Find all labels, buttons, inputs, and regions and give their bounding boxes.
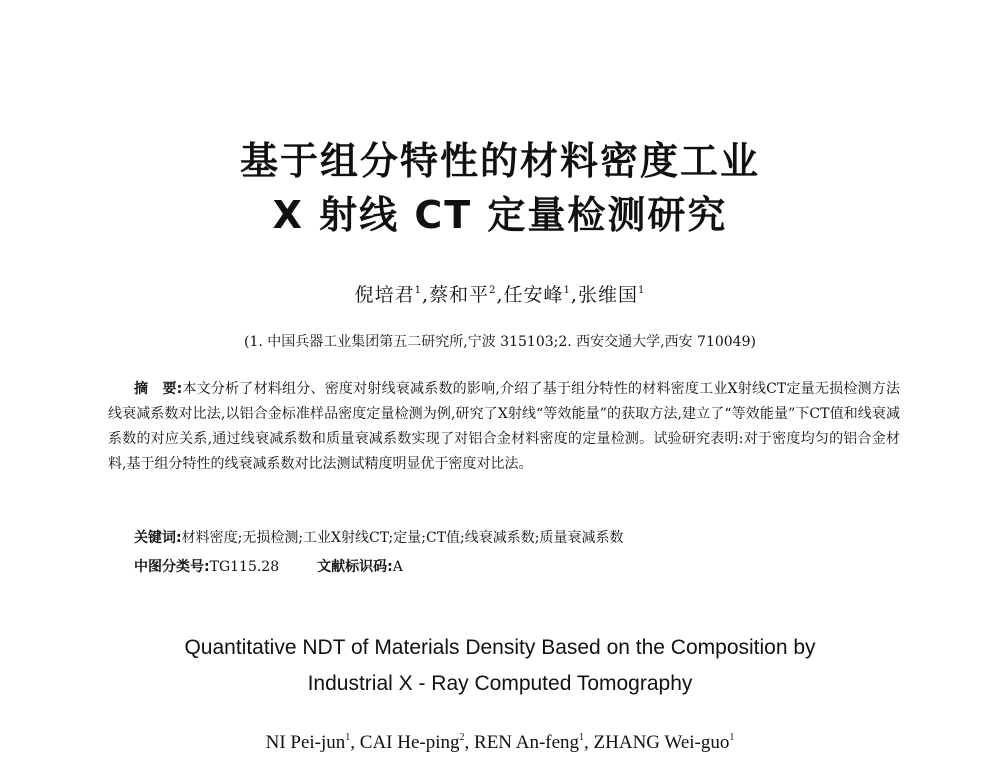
author-affiliation-mark: 2: [459, 732, 465, 743]
document-code-value: A: [392, 559, 403, 575]
classification-value: TG115.28: [209, 559, 280, 575]
chinese-title-line-2: X 射线 CT 定量检测研究: [272, 193, 728, 237]
author-affiliation-mark: 1: [729, 732, 735, 743]
author-name: 张维国: [577, 284, 638, 306]
author-name: 蔡和平: [429, 284, 490, 306]
classification-line: [134, 556, 900, 576]
chinese-title: [0, 136, 1000, 244]
author-affiliation-mark: 1: [579, 732, 585, 743]
author-name: CAI He-ping: [359, 732, 460, 753]
author-affiliation-mark: 1: [414, 285, 423, 296]
chinese-authors: 倪培君$^1$,蔡和平$^2$,任安峰$^1$,张维国$^1$: [354, 284, 646, 306]
author-affiliation-mark: 1: [345, 732, 351, 743]
abstract-text: 本文分析了材料组分、密度对射线衰减系数的影响,介绍了基于组分特性的材料密度工业X射线CT定量无损检测方法 线衰减系数对比法,以铝合金标准样品密度定量检测为例,研究了X射线“等效能量”的获取方法,建立了“等效能量”下CT值和线衰减系数的对应关系,通过线衰减系数和质量衰减系数实现了对铝合金材料密度的定量检测。试验研究表明:对于密度均匀的铝合金材料,基于组分特性的线衰减系数对比法测试精度明显优于密度对比法。: [108, 381, 914, 472]
abstract-paragraph: [108, 377, 914, 477]
keywords-line: [134, 527, 900, 547]
chinese-title-line-1: 基于组分特性的材料密度工业: [239, 139, 760, 183]
author-name: 任安峰: [503, 284, 564, 306]
classification-label: 中图分类号:: [134, 559, 210, 575]
author-name: REN An-feng: [474, 732, 580, 753]
english-title-line-2: Industrial X - Ray Computed Tomography: [307, 672, 693, 695]
keywords-label: 关键词:: [134, 530, 182, 546]
author-affiliation-mark: 1: [637, 285, 646, 296]
author-affiliation-mark: 1: [563, 285, 571, 296]
author-affiliation-mark: 2: [489, 285, 497, 296]
document-code-label: 文献标识码:: [317, 559, 393, 575]
author-name: ZHANG Wei-guo: [593, 732, 730, 753]
abstract-label: 摘 要:: [134, 381, 183, 397]
english-title: [0, 630, 1000, 702]
keywords-text: 材料密度;无损检测;工业X射线CT;定量;CT值;线衰减系数;质量衰减系数: [181, 530, 624, 546]
english-title-line-1: Quantitative NDT of Materials Density Based on the Composition by: [184, 636, 816, 659]
author-name: 倪培君: [354, 284, 415, 306]
chinese-affiliations: (1. 中国兵器工业集团第五二研究所,宁波 315103;2. 西安交通大学,西安 710049): [244, 334, 756, 350]
english-authors: NI Pei-jun$^1$, CAI He-ping$^2$, REN An-feng$^1$, ZHANG Wei-guo$^1$: [265, 732, 735, 753]
author-name: NI Pei-jun: [265, 732, 346, 753]
